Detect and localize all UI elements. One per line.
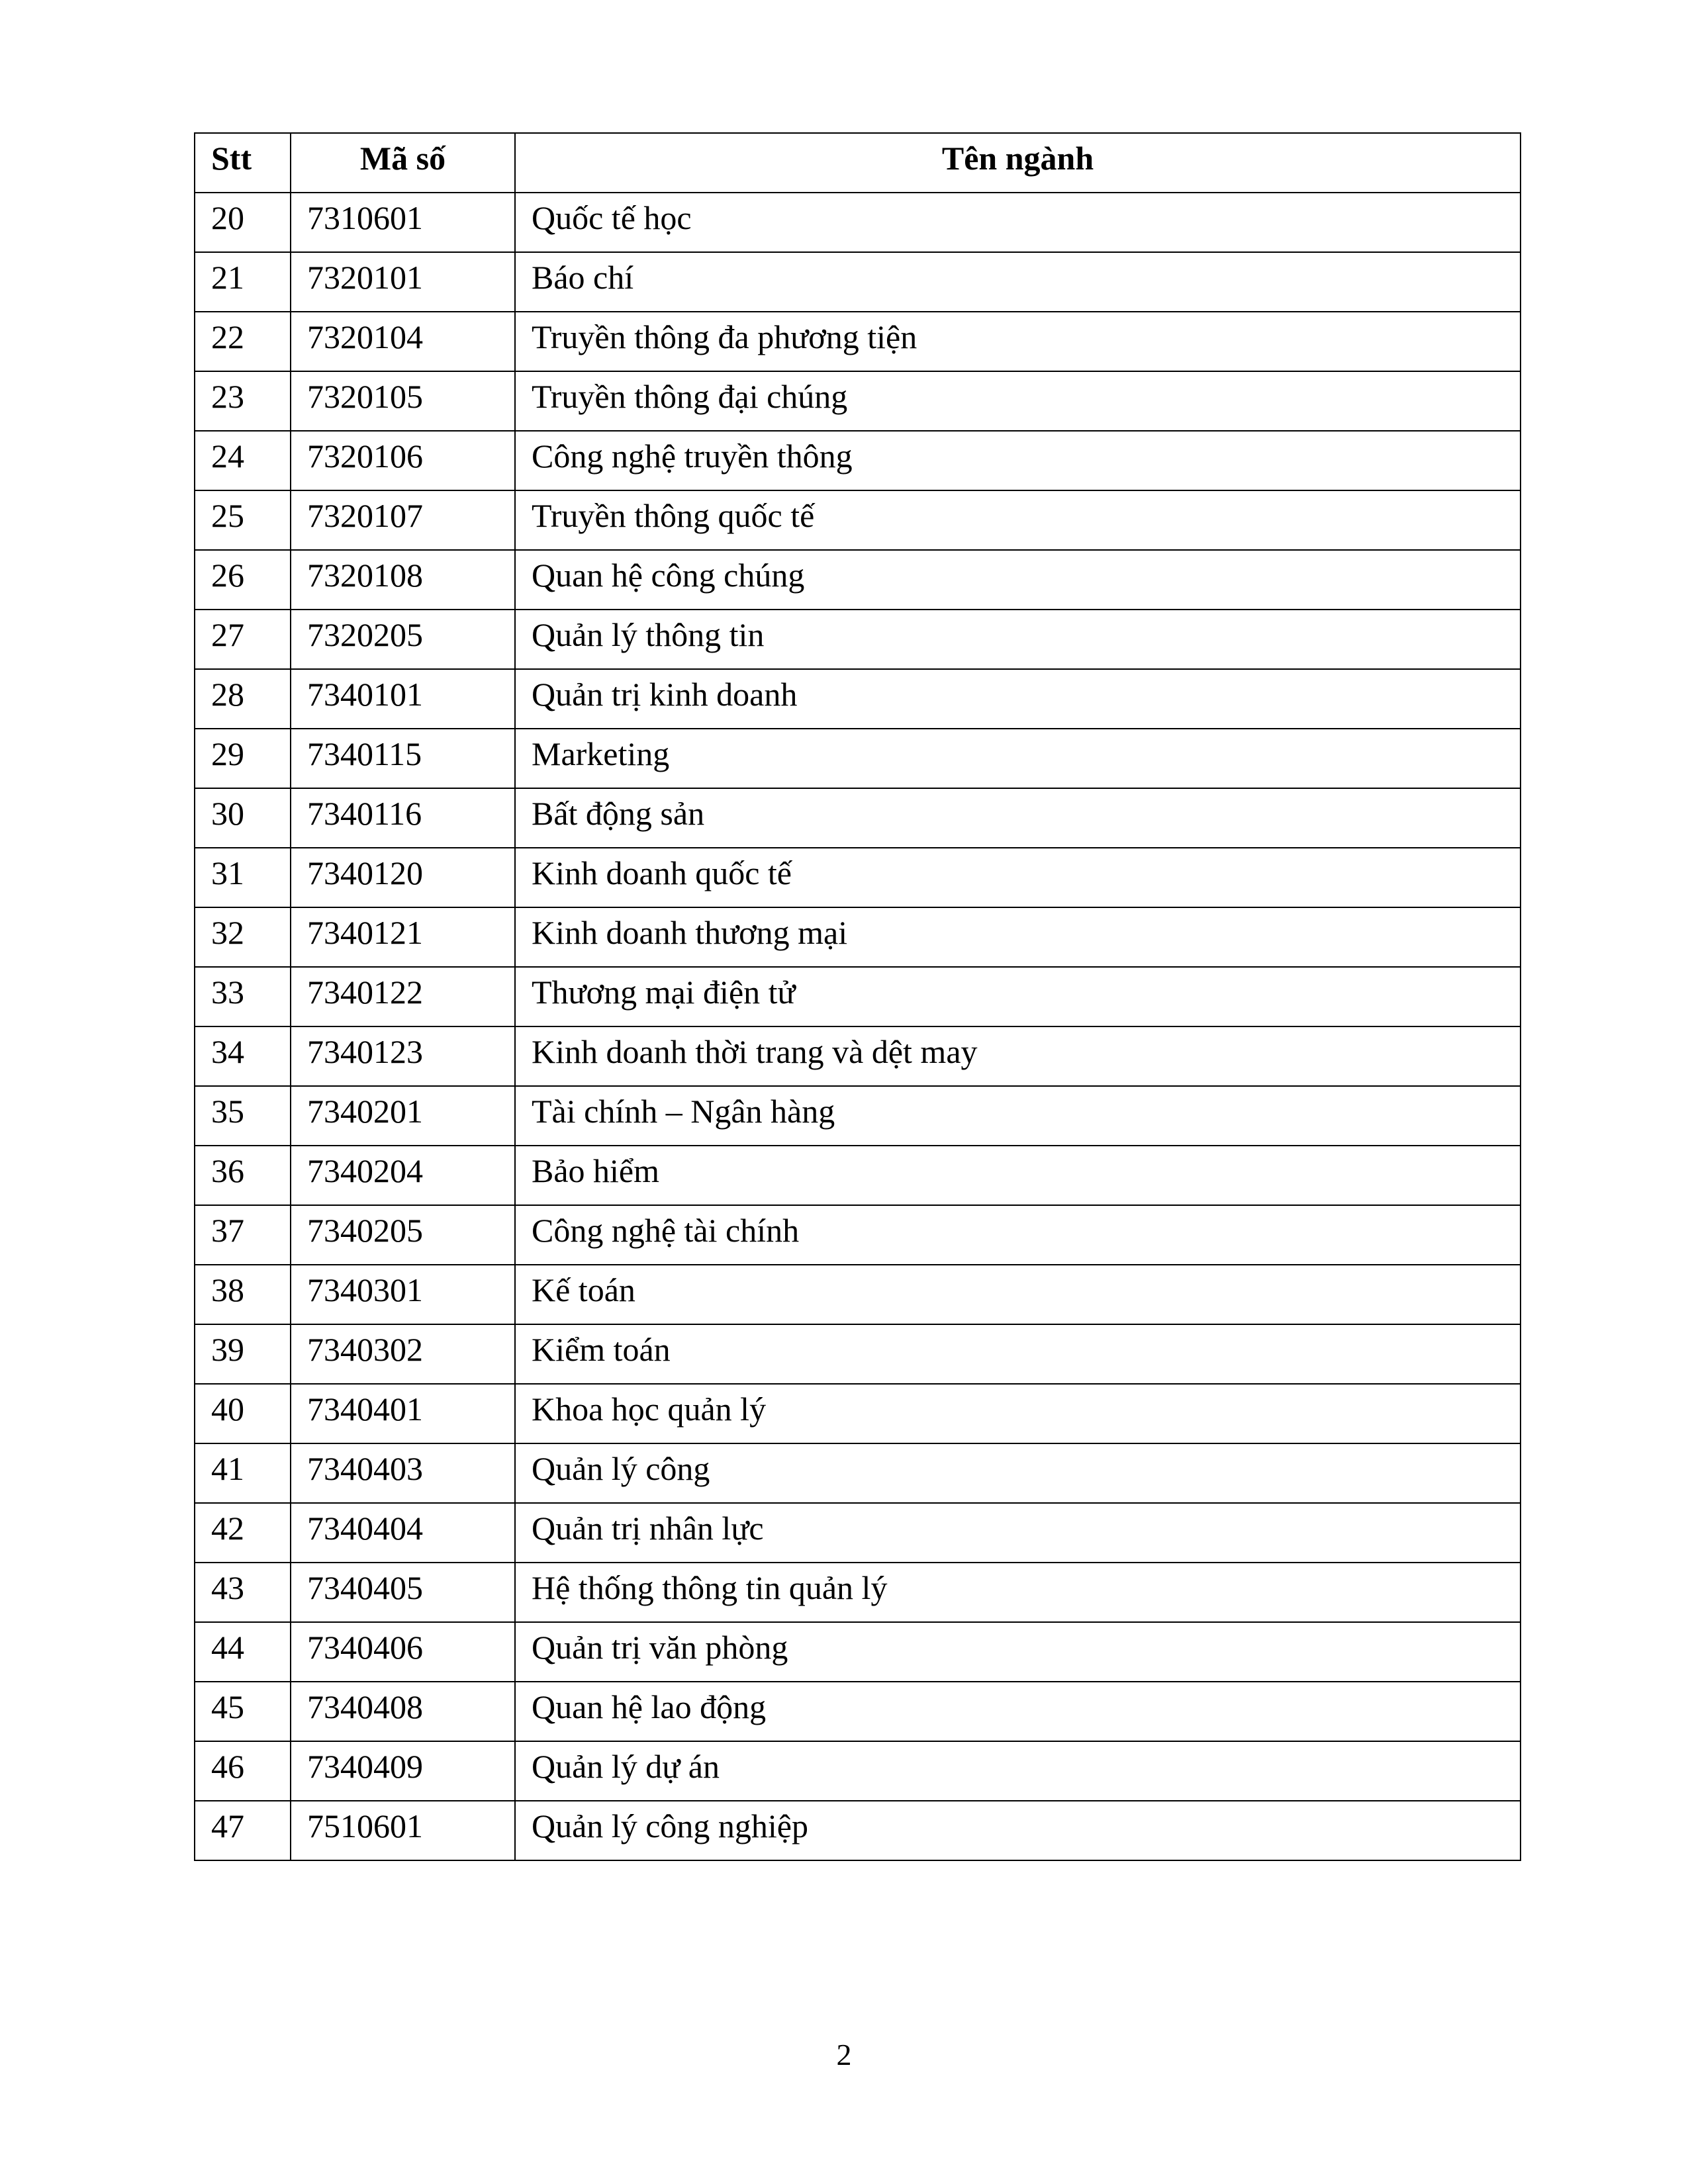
table-row (195, 669, 1521, 729)
cell-stt: 47 (195, 1801, 291, 1860)
cell-code: 7340115 (291, 729, 515, 788)
cell-code: 7340403 (291, 1443, 515, 1503)
table-row (195, 193, 1521, 252)
cell-stt: 31 (195, 848, 291, 907)
cell-stt: 22 (195, 312, 291, 371)
cell-name: Truyền thông đa phương tiện (515, 312, 1521, 371)
cell-name: Marketing (515, 729, 1521, 788)
table-row (195, 1563, 1521, 1622)
cell-name: Báo chí (515, 252, 1521, 312)
cell-name: Quản lý công (515, 1443, 1521, 1503)
cell-code: 7340406 (291, 1622, 515, 1682)
cell-code: 7510601 (291, 1801, 515, 1860)
cell-stt: 40 (195, 1384, 291, 1443)
cell-stt: 26 (195, 550, 291, 610)
cell-stt: 38 (195, 1265, 291, 1324)
cell-stt: 24 (195, 431, 291, 490)
cell-name: Kinh doanh thương mại (515, 907, 1521, 967)
table-header-row (195, 133, 1521, 193)
cell-code: 7340116 (291, 788, 515, 848)
cell-stt: 23 (195, 371, 291, 431)
cell-code: 7340404 (291, 1503, 515, 1563)
cell-stt: 25 (195, 490, 291, 550)
cell-name: Truyền thông quốc tế (515, 490, 1521, 550)
table-row (195, 1086, 1521, 1146)
cell-name: Thương mại điện tử (515, 967, 1521, 1026)
cell-name: Kế toán (515, 1265, 1521, 1324)
table-row (195, 788, 1521, 848)
table-row (195, 1324, 1521, 1384)
cell-stt: 44 (195, 1622, 291, 1682)
cell-stt: 36 (195, 1146, 291, 1205)
table-row (195, 967, 1521, 1026)
cell-code: 7340405 (291, 1563, 515, 1622)
header-code: Mã số (291, 133, 515, 193)
table-row (195, 252, 1521, 312)
table-row (195, 371, 1521, 431)
cell-stt: 37 (195, 1205, 291, 1265)
cell-code: 7340302 (291, 1324, 515, 1384)
cell-name: Quản trị nhân lực (515, 1503, 1521, 1563)
cell-name: Tài chính – Ngân hàng (515, 1086, 1521, 1146)
cell-code: 7340201 (291, 1086, 515, 1146)
table-row (195, 848, 1521, 907)
cell-code: 7340205 (291, 1205, 515, 1265)
cell-code: 7320107 (291, 490, 515, 550)
cell-stt: 29 (195, 729, 291, 788)
cell-name: Quan hệ công chúng (515, 550, 1521, 610)
header-name: Tên ngành (515, 133, 1521, 193)
cell-code: 7340204 (291, 1146, 515, 1205)
cell-name: Kiểm toán (515, 1324, 1521, 1384)
cell-stt: 32 (195, 907, 291, 967)
cell-code: 7320105 (291, 371, 515, 431)
cell-stt: 20 (195, 193, 291, 252)
cell-code: 7320205 (291, 610, 515, 669)
cell-stt: 46 (195, 1741, 291, 1801)
table-row (195, 490, 1521, 550)
table-row (195, 1205, 1521, 1265)
cell-name: Quốc tế học (515, 193, 1521, 252)
table-row (195, 1443, 1521, 1503)
cell-stt: 42 (195, 1503, 291, 1563)
cell-code: 7340123 (291, 1026, 515, 1086)
cell-code: 7340301 (291, 1265, 515, 1324)
table-row (195, 312, 1521, 371)
cell-stt: 34 (195, 1026, 291, 1086)
cell-stt: 30 (195, 788, 291, 848)
cell-code: 7340401 (291, 1384, 515, 1443)
table-row (195, 1801, 1521, 1860)
cell-code: 7320106 (291, 431, 515, 490)
table-row (195, 1265, 1521, 1324)
cell-stt: 33 (195, 967, 291, 1026)
table-row (195, 1146, 1521, 1205)
table-body (195, 193, 1521, 1860)
cell-name: Công nghệ truyền thông (515, 431, 1521, 490)
cell-stt: 21 (195, 252, 291, 312)
cell-code: 7340409 (291, 1741, 515, 1801)
table-row (195, 1384, 1521, 1443)
cell-name: Bảo hiểm (515, 1146, 1521, 1205)
cell-name: Quản trị văn phòng (515, 1622, 1521, 1682)
cell-stt: 39 (195, 1324, 291, 1384)
cell-name: Quản lý công nghiệp (515, 1801, 1521, 1860)
header-stt: Stt (195, 133, 291, 193)
cell-name: Kinh doanh thời trang và dệt may (515, 1026, 1521, 1086)
cell-code: 7340101 (291, 669, 515, 729)
cell-stt: 35 (195, 1086, 291, 1146)
cell-code: 7340120 (291, 848, 515, 907)
cell-code: 7340121 (291, 907, 515, 967)
table-row (195, 431, 1521, 490)
cell-stt: 45 (195, 1682, 291, 1741)
cell-name: Quản lý dự án (515, 1741, 1521, 1801)
table-row (195, 1503, 1521, 1563)
cell-stt: 27 (195, 610, 291, 669)
table-row (195, 1682, 1521, 1741)
cell-name: Quan hệ lao động (515, 1682, 1521, 1741)
page-number: 2 (836, 2038, 852, 2071)
cell-name: Khoa học quản lý (515, 1384, 1521, 1443)
cell-stt: 41 (195, 1443, 291, 1503)
cell-name: Quản trị kinh doanh (515, 669, 1521, 729)
table-row (195, 550, 1521, 610)
majors-table (194, 132, 1521, 1861)
table-row (195, 1741, 1521, 1801)
cell-code: 7320108 (291, 550, 515, 610)
cell-name: Truyền thông đại chúng (515, 371, 1521, 431)
table-row (195, 729, 1521, 788)
table-row (195, 1026, 1521, 1086)
cell-stt: 28 (195, 669, 291, 729)
table-row (195, 1622, 1521, 1682)
table-row (195, 907, 1521, 967)
cell-name: Hệ thống thông tin quản lý (515, 1563, 1521, 1622)
cell-name: Công nghệ tài chính (515, 1205, 1521, 1265)
cell-name: Kinh doanh quốc tế (515, 848, 1521, 907)
cell-stt: 43 (195, 1563, 291, 1622)
cell-code: 7320104 (291, 312, 515, 371)
cell-name: Bất động sản (515, 788, 1521, 848)
cell-code: 7320101 (291, 252, 515, 312)
cell-code: 7340122 (291, 967, 515, 1026)
cell-code: 7340408 (291, 1682, 515, 1741)
cell-code: 7310601 (291, 193, 515, 252)
table-row (195, 610, 1521, 669)
cell-name: Quản lý thông tin (515, 610, 1521, 669)
